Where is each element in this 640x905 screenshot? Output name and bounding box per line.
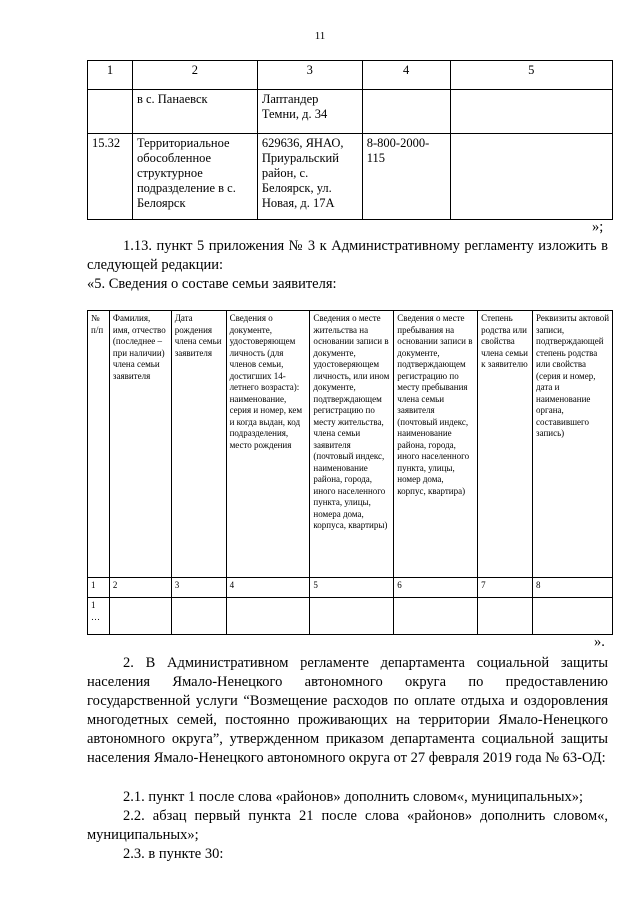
table-closing-quote: ». — [594, 634, 605, 650]
table-row — [88, 134, 613, 220]
item-2-1: 2.1. пункт 1 после слова «районов» дополнить словом«, муниципальных»; — [123, 789, 584, 805]
header-cell: № п/п — [88, 311, 110, 578]
table-cell — [533, 598, 613, 635]
header-cell: 4 — [362, 61, 450, 90]
phone-cell — [362, 90, 450, 134]
table-cell: 1 … — [88, 598, 110, 635]
column-number-cell: 5 — [310, 578, 394, 598]
column-number-cell: 3 — [171, 578, 226, 598]
name-cell: Территориальное обособленное структурное подразделение в с. Белоярск — [132, 134, 257, 220]
row-number-cell — [88, 90, 133, 134]
table-closing-quote: »; — [592, 219, 604, 235]
paragraph-2: 2. В Административном регламенте департамента социальной защиты населения Ямало-Ненецкого автономного округа по предоставлению государственной услуги “Возмещение расходов по оплате отдыха и оздоровления многодетных семей, постоянно проживающих на территории Ямало-Ненецкого автономного округа”, утвержденном приказом департамента социальной защиты населения Ямало-Ненецкого автономного округа от 27 февраля 2019 года № 63-ОД: — [87, 655, 608, 766]
header-cell: 5 — [450, 61, 612, 90]
column-number-cell: 4 — [226, 578, 310, 598]
address-cell: 629636, ЯНАО, Приуральский район, с. Белоярск, ул. Новая, д. 17А — [257, 134, 362, 220]
phone-cell: 8-800-2000-115 — [362, 134, 450, 220]
row-number-cell: 15.32 — [88, 134, 133, 220]
extra-cell — [450, 90, 612, 134]
table-cell — [394, 598, 478, 635]
table-row — [88, 90, 613, 134]
table-cell — [310, 598, 394, 635]
family-table — [87, 310, 613, 635]
address-table-header-row — [88, 61, 613, 90]
header-cell: Дата рождения члена семьи заявителя — [171, 311, 226, 578]
header-cell: 3 — [257, 61, 362, 90]
column-number-cell: 7 — [478, 578, 533, 598]
address-table — [87, 60, 613, 220]
column-number-row — [88, 578, 613, 598]
table-cell — [171, 598, 226, 635]
header-cell: Сведения о месте пребывания на основании записи в документе, подтверждающем регистрацию по месту пребывания члена семьи заявителя (почтовый индекс, наименование района, города, иного населенного пункта, улицы, номер дома, корпус, квартира) — [394, 311, 478, 578]
header-cell: 2 — [132, 61, 257, 90]
paragraph-1-13: 1.13. пункт 5 приложения № 3 к Административному регламенту изложить в следующей редакции: — [87, 238, 608, 273]
table-cell — [226, 598, 310, 635]
family-table-header-row — [88, 311, 613, 578]
table-cell — [109, 598, 171, 635]
page-number: 11 — [314, 30, 326, 42]
column-number-cell: 8 — [533, 578, 613, 598]
item-2-2: 2.2. абзац первый пункта 21 после слова «районов» дополнить словом«, муниципальных»; — [87, 808, 608, 843]
table-cell — [478, 598, 533, 635]
table-row — [88, 598, 613, 635]
header-cell: Сведения о месте жительства на основании записи в документе, удостоверяющем личность, или ином документе, подтверждающем регистрацию по месту жительства, члена семьи заявителя (почтовый индекс, наименование района, города, иного населенного пункта, улицы, номера дома, корпуса, квартиры) — [310, 311, 394, 578]
header-cell: Сведения о документе, удостоверяющем личность (для членов семьи, достигших 14-летнего возраста): наименование, серия и номер, кем и когда выдан, код подразделения, место рождения — [226, 311, 310, 578]
header-cell: Реквизиты актовой записи, подтверждающей степень родства или свойства (серия и номер, дата и наименование органа, составившего запись) — [533, 311, 613, 578]
header-cell: Степень родства или свойства члена семьи к заявителю — [478, 311, 533, 578]
column-number-cell: 1 — [88, 578, 110, 598]
header-cell: 1 — [88, 61, 133, 90]
extra-cell — [450, 134, 612, 220]
section-heading: «5. Сведения о составе семьи заявителя: — [87, 276, 337, 292]
name-cell: в с. Панаевск — [132, 90, 257, 134]
address-cell: Лаптандер Темни, д. 34 — [257, 90, 362, 134]
column-number-cell: 2 — [109, 578, 171, 598]
column-number-cell: 6 — [394, 578, 478, 598]
header-cell: Фамилия, имя, отчество (последнее – при наличии) члена семьи заявителя — [109, 311, 171, 578]
item-2-3: 2.3. в пункте 30: — [123, 846, 224, 862]
